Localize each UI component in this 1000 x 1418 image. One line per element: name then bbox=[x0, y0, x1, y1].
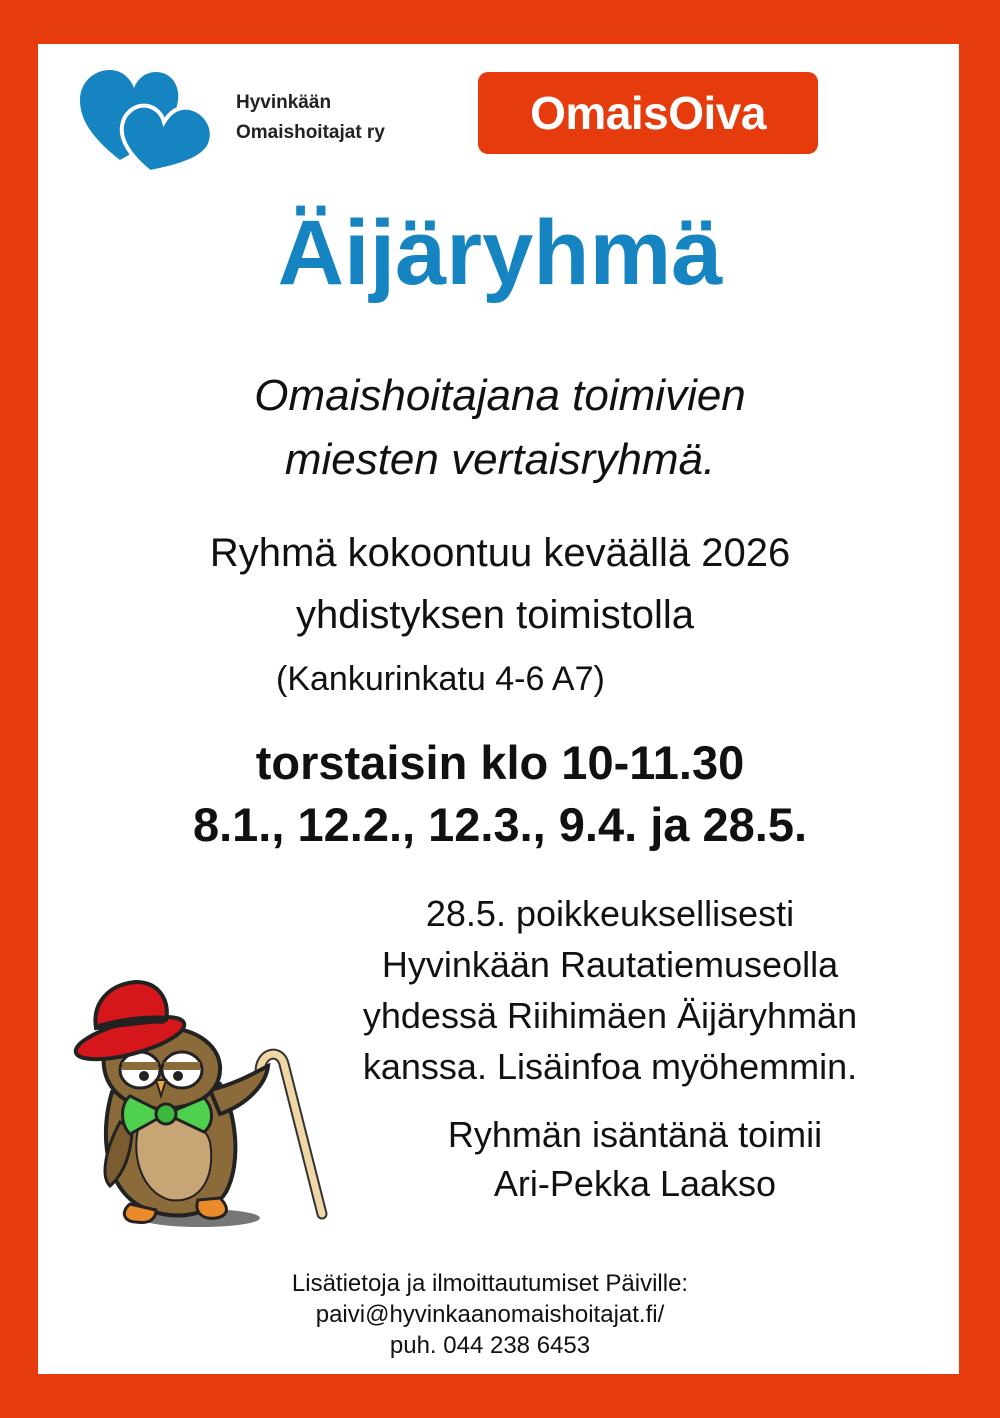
note-line4: kanssa. Lisäinfoa myöhemmin. bbox=[362, 1046, 858, 1087]
omaisoiva-logo bbox=[478, 72, 818, 154]
organization-name-line1: Hyvinkään bbox=[236, 92, 332, 113]
owl-with-hat-and-cane-icon bbox=[70, 972, 360, 1242]
contact-info bbox=[0, 1268, 980, 1361]
contact-phone[interactable]: puh. 044 238 6453 bbox=[389, 1332, 591, 1359]
poster-title: Äijäryhmä bbox=[277, 202, 723, 304]
omaisoiva-logo-text: OmaisOiva bbox=[530, 87, 766, 139]
contact-email[interactable]: paivi@hyvinkaanomaishoitajat.fi/ bbox=[315, 1301, 665, 1328]
meeting-line2: yhdistyksen toimistolla bbox=[296, 593, 694, 637]
host-line1: Ryhmän isäntänä toimii bbox=[447, 1114, 823, 1155]
organization-name bbox=[236, 88, 385, 148]
contact-line1: Lisätietoja ja ilmoittautumiset Päiville: bbox=[291, 1270, 689, 1297]
meeting-info bbox=[0, 522, 1000, 646]
meeting-line1: Ryhmä kokoontuu keväällä 2026 bbox=[209, 531, 791, 575]
schedule-dates: 8.1., 12.2., 12.3., 9.4. ja 28.5. bbox=[192, 798, 808, 851]
host-name: Ari-Pekka Laakso bbox=[493, 1163, 777, 1204]
note-line2: Hyvinkään Rautatiemuseolla bbox=[381, 944, 839, 985]
two-hearts-icon bbox=[78, 68, 218, 176]
note-line1: 28.5. poikkeuksellisesti bbox=[425, 893, 795, 934]
note-line3: yhdessä Riihimäen Äijäryhmän bbox=[362, 995, 858, 1036]
organization-name-line2: Omaishoitajat ry bbox=[236, 122, 385, 143]
schedule bbox=[0, 732, 1000, 856]
schedule-time: torstaisin klo 10-11.30 bbox=[255, 736, 745, 789]
host-info bbox=[360, 1110, 910, 1208]
subtitle-line2: miesten vertaisryhmä. bbox=[284, 435, 716, 484]
subtitle-line1: Omaishoitajana toimivien bbox=[254, 371, 746, 420]
exception-note bbox=[300, 888, 920, 1092]
poster-subtitle bbox=[0, 364, 1000, 492]
meeting-address: (Kankurinkatu 4-6 A7) bbox=[276, 660, 605, 698]
